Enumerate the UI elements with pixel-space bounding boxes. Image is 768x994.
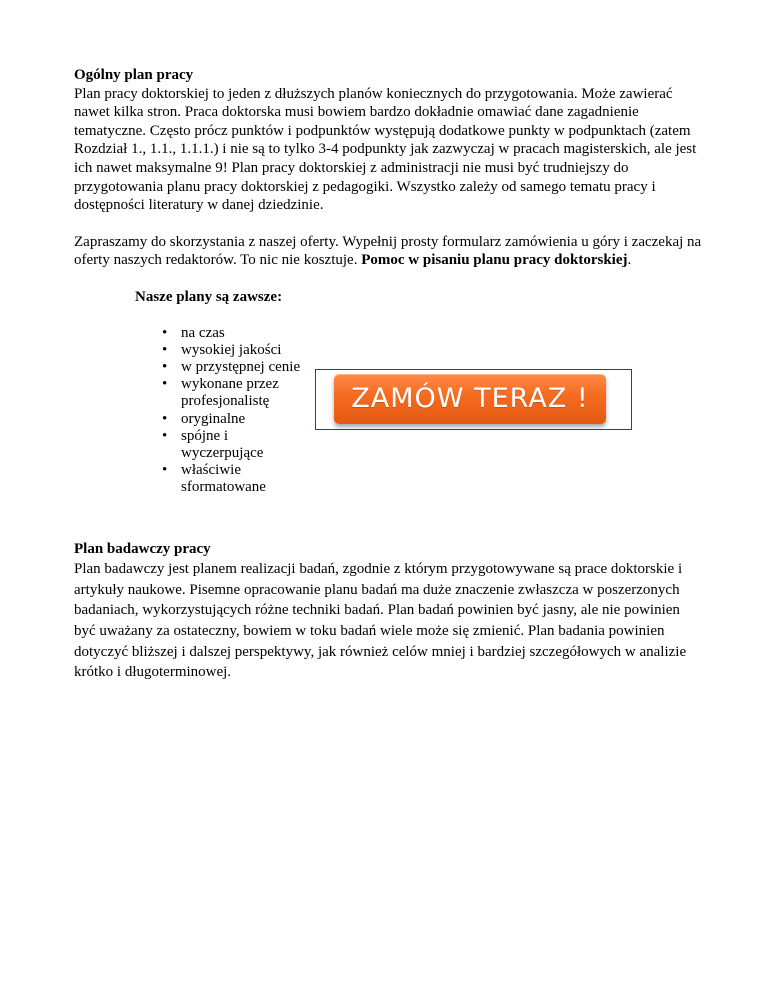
list-item: • wykonane przez profesjonalistę — [162, 376, 302, 410]
section-research-plan — [74, 539, 704, 683]
offer-end: . — [627, 252, 632, 269]
section-heading: Ogólny plan pracy — [74, 67, 194, 83]
plans-row — [74, 325, 704, 503]
list-item: • spójne i wyczerpujące — [162, 428, 302, 462]
document-page — [74, 66, 704, 683]
list-item: • oryginalne — [162, 411, 302, 428]
section-heading: Plan badawczy pracy — [74, 540, 211, 557]
offer-paragraph — [74, 233, 704, 270]
list-item: • na czas — [162, 325, 302, 342]
order-now-button[interactable]: ZAMÓW TERAZ ! — [334, 374, 606, 424]
list-item: • właściwie sformatowane — [162, 462, 302, 496]
features-list — [162, 325, 302, 497]
plans-heading: Nasze plany są zawsze: — [135, 288, 283, 305]
section-paragraph: Plan pracy doktorskiej to jeden z dłuższych planów koniecznych do przygotowania. Może zawierać nawet kilka stron. Praca doktorska musi bowiem bardzo dokładnie omawiać dane zagadnienie tematyczne. Często prócz punktów i podpunktów występują dodatkowe punkty w podpunktach (zatem Rozdział 1., 1.1., 1.1.1.) i nie są to tylko 3-4 podpunkty jak zazwyczaj w pracach magisterskich, ale jest ich nawet maksymalne 9! Plan pracy doktorskiej z administracji nie musi być trudniejszy do przygotowania planu pracy doktorskiej z pedagogiki. Wszystko zależy od samego tematu pracy i dostępności literatury w danej dziedzinie. — [74, 85, 697, 214]
section-general-plan — [74, 66, 704, 215]
offer-link-text: Pomoc w pisaniu planu pracy doktorskiej — [361, 252, 628, 269]
offer-text: Zapraszamy do skorzystania z naszej oferty. Wypełnij prosty formularz zamówienia u góry i zaczekaj na oferty naszych redaktorów. To nic nie kosztuje. — [74, 233, 702, 269]
section-paragraph: Plan badawczy jest planem realizacji badań, zgodnie z którym przygotowywane są prace doktorskie i artykuły naukowe. Pisemne opracowanie planu badań ma duże znaczenie zwłaszcza w poszerzonych badaniach, wykorzystujących różne techniki badań. Plan badań powinien być jasny, ale nie powinien być uważany za ostateczny, bowiem w toku badań wiele może się zmienić. Plan badania powinien dotyczyć bliższej i dalszej perspektywy, jak również celów mniej i bardziej szczegółowych w analizie krótko i długoterminowej. — [74, 561, 687, 681]
list-item: • wysokiej jakości — [162, 342, 302, 359]
order-banner-frame — [315, 369, 632, 430]
list-item: • w przystępnej cenie — [162, 359, 302, 376]
